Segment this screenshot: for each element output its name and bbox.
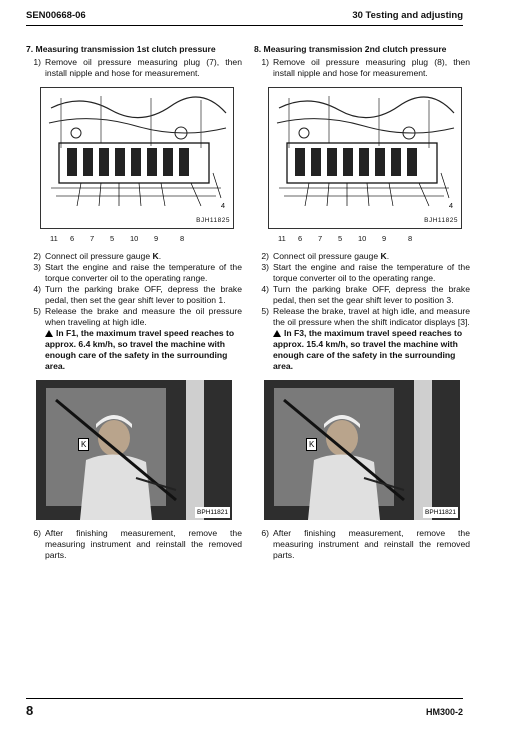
right-callouts <box>268 233 460 245</box>
valve-drawing <box>269 88 461 228</box>
callout: 5 <box>110 234 115 243</box>
left-figure-id: BJH11825 <box>196 217 230 224</box>
left-photo <box>36 380 232 520</box>
callout: 6 <box>298 234 303 243</box>
left-step-2: 2) Connect oil pressure gauge K. <box>33 251 162 261</box>
left-step-3: 3) Start the engine and raise the temperature of the torque converter oil to the operating range. <box>33 262 242 283</box>
callout: 11 <box>50 234 58 243</box>
callout: 11 <box>278 234 286 243</box>
warning-icon <box>45 330 53 337</box>
right-callout-4: 4 <box>448 201 453 210</box>
left-step-4: 4) Turn the parking brake OFF, depress the brake pedal, then set the gear shift lever to position 1. <box>33 284 242 305</box>
page-number: 8 <box>26 703 34 718</box>
operator-photo <box>36 380 232 520</box>
callout: 9 <box>154 234 159 243</box>
right-valve-diagram <box>268 87 462 229</box>
right-step-5: 5) Release the brake, travel at high idle, and measure the oil pressure when the shift indicator displays [3]. <box>261 306 470 327</box>
callout: 8 <box>180 234 185 243</box>
footer-rule <box>26 698 463 699</box>
right-step-6: 6) After finishing measurement, remove the measuring instrument and reinstall the removed parts. <box>261 528 470 560</box>
section-title: 30 Testing and adjusting <box>352 10 463 21</box>
valve-drawing <box>41 88 233 228</box>
gauge-k-label: K <box>78 438 89 451</box>
callout: 7 <box>90 234 95 243</box>
model-name: HM300-2 <box>425 707 463 717</box>
left-step-5: 5) Release the brake and measure the oil pressure when traveling at high idle. <box>33 306 242 327</box>
left-callout-4: 4 <box>220 201 225 210</box>
warning-icon <box>273 330 281 337</box>
left-section-title: 7. Measuring transmission 1st clutch pressure <box>26 44 216 54</box>
right-section-title: 8. Measuring transmission 2nd clutch pressure <box>254 44 447 54</box>
header-rule <box>26 25 463 26</box>
callout: 9 <box>382 234 387 243</box>
left-column <box>26 44 242 561</box>
callout: 10 <box>130 234 139 243</box>
left-warning: In F1, the maximum travel speed reaches to approx. 6.4 km/h, so travel the machine with enough care of the safety in the surrounding area. <box>45 328 235 371</box>
right-photo-id: BPH11821 <box>425 509 456 516</box>
right-figure-id: BJH11825 <box>424 217 458 224</box>
callout: 5 <box>338 234 343 243</box>
right-step-3: 3) Start the engine and raise the temperature of the torque converter oil to the operating range. <box>261 262 470 283</box>
left-step-6: 6) After finishing measurement, remove the measuring instrument and reinstall the removed parts. <box>33 528 242 560</box>
right-step-4: 4) Turn the parking brake OFF, depress the brake pedal, then set the gear shift lever to position 3. <box>261 284 470 305</box>
left-photo-id: BPH11821 <box>197 509 228 516</box>
left-step-1: 1) Remove oil pressure measuring plug (7), then install nipple and hose for measurement. <box>33 57 242 78</box>
right-step-1: 1) Remove oil pressure measuring plug (8), then install nipple and hose for measurement. <box>261 57 470 78</box>
operator-photo <box>264 380 460 520</box>
callout: 10 <box>358 234 367 243</box>
gauge-k-label: K <box>306 438 317 451</box>
right-step-2: 2) Connect oil pressure gauge K. <box>261 251 390 261</box>
callout: 6 <box>70 234 75 243</box>
left-callouts <box>40 233 232 245</box>
right-warning: In F3, the maximum travel speed reaches to approx. 15.4 km/h, so travel the machine with enough care of the safety in the surrounding area. <box>273 328 463 371</box>
callout: 8 <box>408 234 413 243</box>
document-code: SEN00668-06 <box>26 10 86 21</box>
right-photo <box>264 380 460 520</box>
callout: 7 <box>318 234 323 243</box>
right-column <box>254 44 470 561</box>
left-valve-diagram <box>40 87 234 229</box>
